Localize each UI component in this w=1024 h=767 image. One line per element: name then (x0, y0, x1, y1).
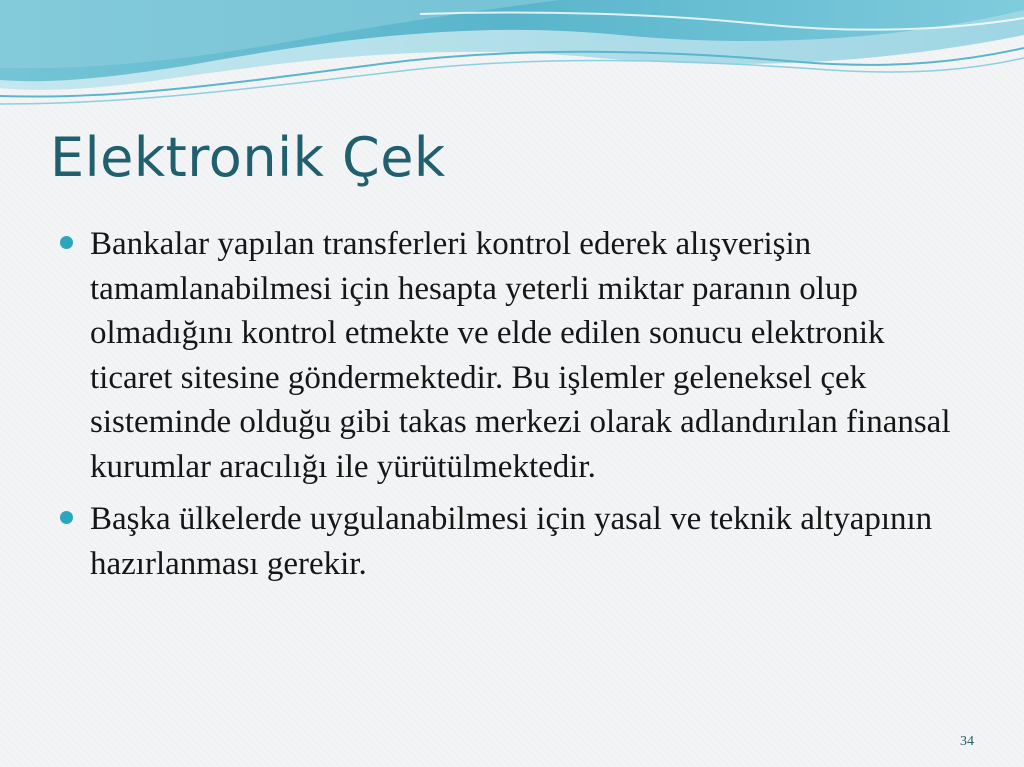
bullet-text: Başka ülkelerde uygulanabilmesi için yasal ve teknik altyapının hazırlanması gerekir. (90, 501, 933, 582)
bullet-item (60, 497, 970, 586)
slide-title: Elektronik Çek (50, 126, 446, 189)
bullet-text: Bankalar yapılan transferleri kontrol ederek alışverişin tamamlanabilmesi için hesapta yeterli miktar paranın olup olmadığını kontrol etmekte ve elde edilen sonucu elektronik ticaret sitesine göndermektedir. Bu işlemler geleneksel çek sisteminde olduğu gibi takas merkezi olarak adlandırılan finansal kurumlar aracılığı ile yürütülmektedir. (90, 226, 951, 485)
page-number: 34 (960, 734, 974, 749)
header-wave-decoration (0, 0, 1024, 130)
bullet-list (60, 222, 970, 594)
bullet-dot-icon (60, 511, 73, 524)
bullet-dot-icon (60, 236, 73, 249)
bullet-item (60, 222, 970, 489)
